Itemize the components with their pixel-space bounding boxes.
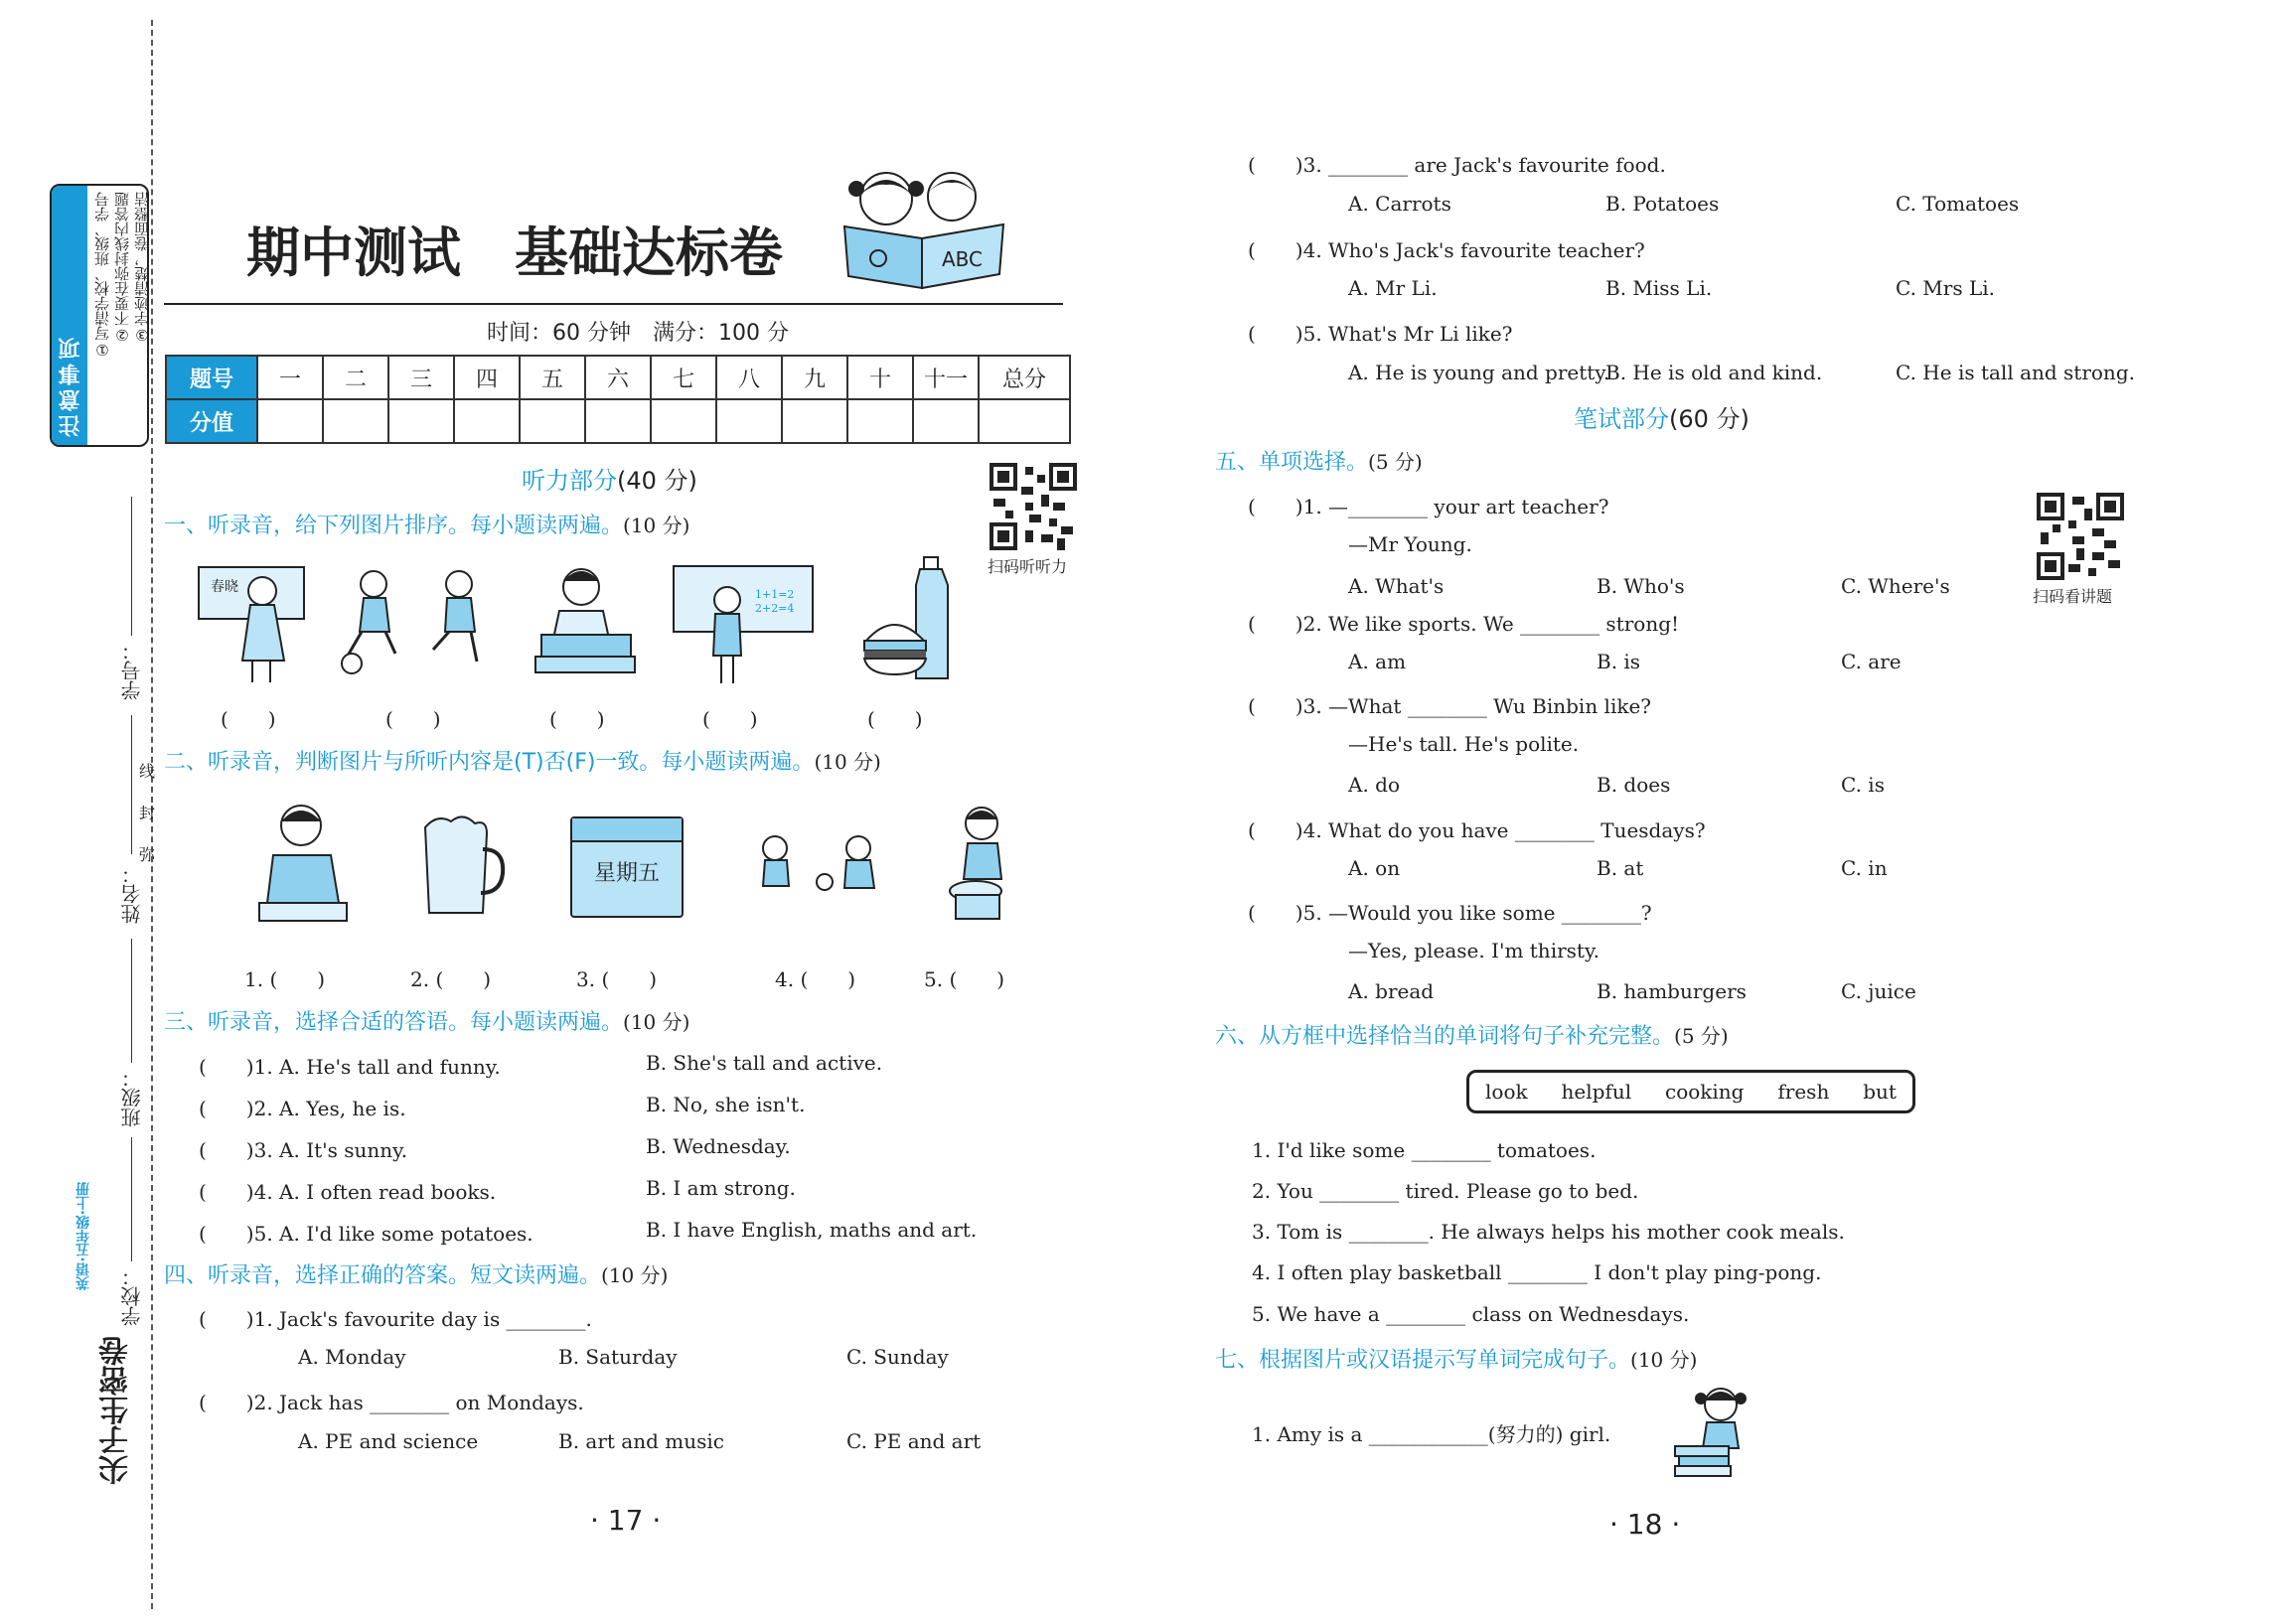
notice-item: ②不要在弥封线内答题 [113,192,131,344]
score-cell[interactable] [323,399,388,443]
juice-mug-illustration [417,810,507,919]
s5-q5-reply: —Yes, please. I'm thirsty. [1348,939,1600,962]
score-table-header: 分值 [166,399,257,443]
girl-washing-clothes-illustration [944,800,1018,924]
s4-q3-option: A. Carrots [1348,192,1451,216]
s5-question-1[interactable]: ( )1. —________ your art teacher? [1248,495,1609,518]
score-cell[interactable] [716,399,782,443]
s4-q1-option: C. Sunday [846,1345,949,1369]
score-cell[interactable] [520,399,585,443]
score-cell[interactable] [388,399,454,443]
word-bank [1466,1070,1915,1113]
qr-icon [2037,493,2124,580]
score-cell[interactable] [847,399,913,443]
col-header: 十 [847,356,913,399]
tf-blank[interactable]: 5. ( ) [924,967,1005,991]
score-cell[interactable] [585,399,651,443]
section-4-title: 四、听录音，选择正确的答案。短文读两遍。(10 分) [164,1263,669,1288]
s6-sentence-1[interactable]: 1. I'd like some ________ tomatoes. [1252,1138,1597,1162]
section-5-title: 五、单项选择。(5 分) [1215,450,1423,475]
woman-at-podium-illustration [532,561,641,680]
word-bank-item: helpful [1561,1080,1632,1104]
s5-question-3[interactable]: ( )3. —What ________ Wu Binbin like? [1248,694,1652,718]
section-7-title: 七、根据图片或汉语提示写单词完成句子。(10 分) [1215,1348,1698,1373]
s5-q3-option: C. is [1841,773,1885,797]
tf-blank[interactable]: 1. ( ) [244,967,326,991]
tf-blank[interactable]: 2. ( ) [410,967,492,991]
score-table-header: 题号 [166,356,257,399]
seal-char-2: 封 [139,804,156,822]
qr-caption: 扫码看讲题 [2033,587,2113,606]
burger-and-bottle-illustration [862,551,967,685]
calendar-illustration [570,816,684,918]
s4-q4-option: B. Miss Li. [1605,276,1713,300]
score-cell[interactable] [979,399,1070,443]
s4-q2-option: A. PE and science [298,1429,479,1453]
s4-question-5[interactable]: ( )5. What's Mr Li like? [1248,322,1513,346]
s4-q3-option: C. Tomatoes [1896,192,2020,216]
s5-q5-option: A. bread [1348,979,1435,1003]
page-number-right: · 18 · [1609,1508,1681,1541]
s6-sentence-3[interactable]: 3. Tom is ________. He always helps his mother cook meals. [1252,1220,1845,1244]
page-title: 期中测试 基础达标卷 [246,221,783,284]
col-header: 八 [716,356,782,399]
answer-blank[interactable]: ( ) [221,707,276,731]
listening-heading: 听力部分(40 分) [522,467,697,495]
score-cell[interactable] [651,399,716,443]
tf-blank[interactable]: 3. ( ) [576,967,658,991]
s4-q3-option: B. Potatoes [1605,192,1720,216]
s6-sentence-2[interactable]: 2. You ________ tired. Please go to bed. [1252,1179,1639,1203]
score-table [165,355,1071,444]
qr-code-listening[interactable] [990,463,1077,577]
girl-with-books-illustration [1669,1383,1768,1482]
calendar-text: 星期五 [593,861,660,886]
s5-q5-option: C. juice [1841,979,1916,1003]
s5-question-5[interactable]: ( )5. —Would you like some ________? [1248,901,1652,925]
s7-question-1[interactable]: 1. Amy is a ____________(努力的) girl. [1252,1422,1611,1446]
tf-blank[interactable]: 4. ( ) [775,967,856,991]
s4-question-4[interactable]: ( )4. Who's Jack's favourite teacher? [1248,238,1645,262]
writing-heading: 笔试部分(60 分) [1574,405,1750,433]
col-header: 总分 [979,356,1070,399]
section-3-title: 三、听录音，选择合适的答语。每小题读两遍。(10 分) [164,1010,690,1035]
s5-q2-option: B. is [1597,650,1641,673]
score-cell[interactable] [257,399,323,443]
word-bank-item: look [1485,1080,1528,1104]
s4-question-3[interactable]: ( )3. ________ are Jack's favourite food. [1248,153,1666,177]
section-2-title: 二、听录音，判断图片与所听内容是(T)否(F)一致。每小题读两遍。(10 分) [164,750,881,775]
kids-reading-illustration [835,167,1013,291]
title-rule [164,303,1063,305]
answer-blank[interactable]: ( ) [385,707,441,731]
word-bank-item: but [1863,1080,1897,1104]
s3-question-2[interactable]: ( )2. A. Yes, he is. [199,1097,406,1120]
score-cell[interactable] [454,399,520,443]
exam-meta: 时间：60 分钟 满分：100 分 [487,321,789,346]
s6-sentence-5[interactable]: 5. We have a ________ class on Wednesdays. [1252,1302,1690,1326]
s5-question-2[interactable]: ( )2. We like sports. We ________ strong! [1248,612,1680,636]
section-6-title: 六、从方框中选择恰当的单词将句子补充完整。(5 分) [1215,1024,1729,1049]
s5-q1-option: A. What's [1348,574,1445,598]
s4-question-2[interactable]: ( )2. Jack has ________ on Mondays. [199,1391,584,1414]
s5-q4-option: C. in [1841,856,1888,880]
s4-q1-option: A. Monday [298,1345,406,1369]
s3-question-1[interactable]: ( )1. A. He's tall and funny. [199,1055,501,1079]
col-header: 四 [454,356,520,399]
qr-code-explanation[interactable] [2033,493,2124,607]
col-header: 二 [323,356,388,399]
score-cell[interactable] [913,399,979,443]
s5-q3-reply: —He's tall. He's polite. [1348,732,1580,756]
s3-question-3[interactable]: ( )3. A. It's sunny. [199,1138,408,1162]
s4-q5-option: B. He is old and kind. [1605,361,1823,384]
s5-q5-option: B. hamburgers [1597,979,1747,1003]
section-1-title: 一、听录音，给下列图片排序。每小题读两遍。(10 分) [164,514,690,538]
col-header: 五 [520,356,585,399]
s5-q3-option: B. does [1597,773,1671,797]
s4-q2-option: B. art and music [558,1429,724,1453]
s4-q5-option: A. He is young and pretty. [1348,361,1610,384]
col-header: 九 [782,356,847,399]
col-header: 十一 [913,356,979,399]
s5-q3-option: A. do [1348,773,1401,797]
col-header: 一 [257,356,323,399]
s3-option-b-5: B. I have English, maths and art. [646,1218,978,1242]
word-bank-item: cooking [1665,1080,1745,1104]
s5-q1-option: C. Where's [1841,574,1950,598]
s5-q2-option: A. am [1348,650,1407,673]
s3-option-b-2: B. No, she isn't. [646,1093,806,1116]
s5-q4-option: A. on [1348,856,1401,880]
notice-title: 注意事项 [59,334,83,437]
notice-box [50,184,149,447]
seal-char-1: 弥 [139,845,156,864]
notice-item: ①写清学校、班级、学号 [93,192,111,359]
boy-with-microscope-illustration [253,800,353,929]
s3-question-5[interactable]: ( )5. A. I'd like some potatoes. [199,1222,533,1246]
qr-caption: 扫码听听力 [988,557,1068,576]
score-cell[interactable] [782,399,847,443]
word-bank-item: fresh [1777,1080,1830,1104]
notice-item: ③字迹清楚，卷面整洁 [133,192,151,344]
answer-blank[interactable]: ( ) [702,707,758,731]
s4-q2-option: C. PE and art [846,1429,982,1453]
boys-playing-football-illustration [338,566,497,675]
kids-football-illustration [747,832,891,912]
teacher-maths-board-illustration [672,564,816,688]
s4-q5-option: C. He is tall and strong. [1896,361,2135,384]
s5-q4-option: B. at [1597,856,1644,880]
s5-q2-option: C. are [1841,650,1902,673]
s4-q4-option: C. Mrs Li. [1896,276,1995,300]
svg-text:ABC: ABC [942,247,984,271]
qr-icon [990,463,1077,550]
s3-option-b-1: B. She's tall and active. [646,1051,883,1075]
s4-q1-option: B. Saturday [558,1345,678,1369]
s3-option-b-3: B. Wednesday. [646,1134,791,1158]
s4-question-1[interactable]: ( )1. Jack's favourite day is ________. [199,1307,592,1331]
s5-q1-option: B. Who's [1597,574,1685,598]
col-header: 三 [388,356,454,399]
s3-question-4[interactable]: ( )4. A. I often read books. [199,1180,497,1204]
col-header: 六 [585,356,651,399]
s4-q4-option: A. Mr Li. [1348,276,1438,300]
s5-q1-reply: —Mr Young. [1348,532,1472,556]
maths-board-text: 1+1=2 2+2=4 [755,588,795,615]
board-text: 春晓 [211,579,238,595]
s6-sentence-4[interactable]: 4. I often play basketball ________ I don't play ping-pong. [1252,1260,1822,1284]
col-header: 七 [651,356,716,399]
seal-char-3: 线 [139,762,156,781]
answer-blank[interactable]: ( ) [549,707,605,731]
series-logo: 尖子生密卷 [99,1336,134,1485]
answer-blank[interactable]: ( ) [867,707,923,731]
s5-question-4[interactable]: ( )4. What do you have ________ Tuesdays? [1248,818,1706,842]
page-number-left: · 17 · [590,1504,662,1537]
s3-option-b-4: B. I am strong. [646,1176,796,1200]
series-subtitle: 英语·五年级·上册 [76,1182,91,1290]
